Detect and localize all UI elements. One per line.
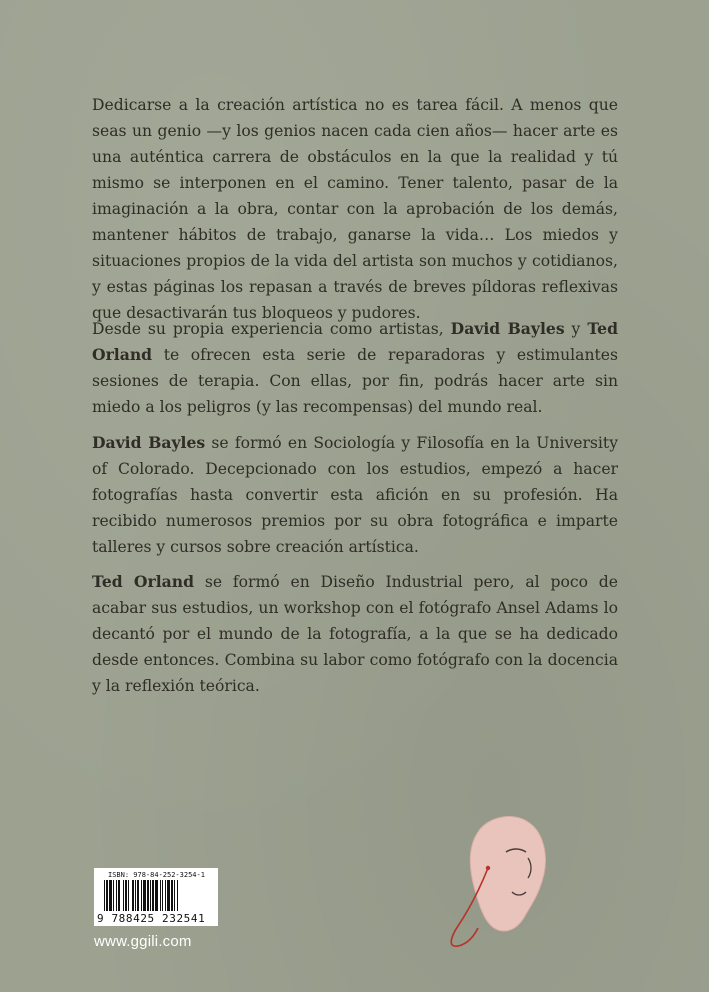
author-name-orland: Ted Orland — [92, 319, 618, 364]
authors-intro-text — [92, 316, 618, 420]
bio-orland-name: Ted Orland — [92, 572, 194, 591]
bio-bayles-name: David Bayles — [92, 433, 206, 452]
barcode-digits: 9 788425 232541 — [97, 912, 206, 925]
bio-orland-body: se formó en Diseño Industrial pero, al poco de acabar sus estudios, un workshop con el fotógrafo Ansel Adams lo decantó por el mundo de la fotografía, a la que se ha dedicado desde entonces. Combina su labor como fotógrafo con la docencia y la reflexión teórica. — [92, 573, 618, 695]
mask-icon — [440, 808, 580, 958]
bio-orland-paragraph — [92, 569, 618, 699]
author-name-bayles: David Bayles — [450, 319, 565, 338]
synopsis-paragraph — [92, 92, 618, 326]
bio-orland-text — [92, 569, 618, 699]
bio-bayles-body: se formó en Sociología y Filosofía en la University of Colorado. Decepcionado con los estudios, empezó a hacer fotografías hasta convertir esta afición en su profesión. Ha recibido numerosos premios por su obra fotográfica e imparte talleres y cursos sobre creación artística. — [92, 434, 618, 556]
isbn-barcode — [94, 868, 218, 926]
authors-intro-rest: te ofrecen esta serie de reparadoras y estimulantes sesiones de terapia. Con ellas, por fin, podrás hacer arte sin miedo a los peligros (y las recompensas) del mundo real. — [92, 346, 618, 416]
authors-intro-conjunction: y — [564, 320, 588, 338]
authors-intro-lead: Desde su propia experiencia como artistas, — [92, 320, 451, 338]
isbn-label: ISBN: 978-84-252-3254-1 — [108, 871, 205, 879]
authors-intro-paragraph — [92, 316, 618, 420]
bio-bayles-text — [92, 430, 618, 560]
bio-bayles-paragraph — [92, 430, 618, 560]
synopsis-text: Dedicarse a la creación artística no es tarea fácil. A menos que seas un genio —y los genios nacen cada cien años— hacer arte es una auténtica carrera de obstáculos en la que la realidad y tú mismo se interponen en el camino. Tener talento, pasar de la imaginación a la obra, contar con la aprobación de los demás, mantener hábitos de trabajo, ganarse la vida… Los miedos y situaciones propios de la vida del artista son muchos y cotidianos, y estas páginas los repasan a través de breves píldoras reflexivas que desactivarán tus bloqueos y pudores. — [92, 96, 618, 322]
publisher-website: www.ggili.com — [94, 933, 192, 950]
